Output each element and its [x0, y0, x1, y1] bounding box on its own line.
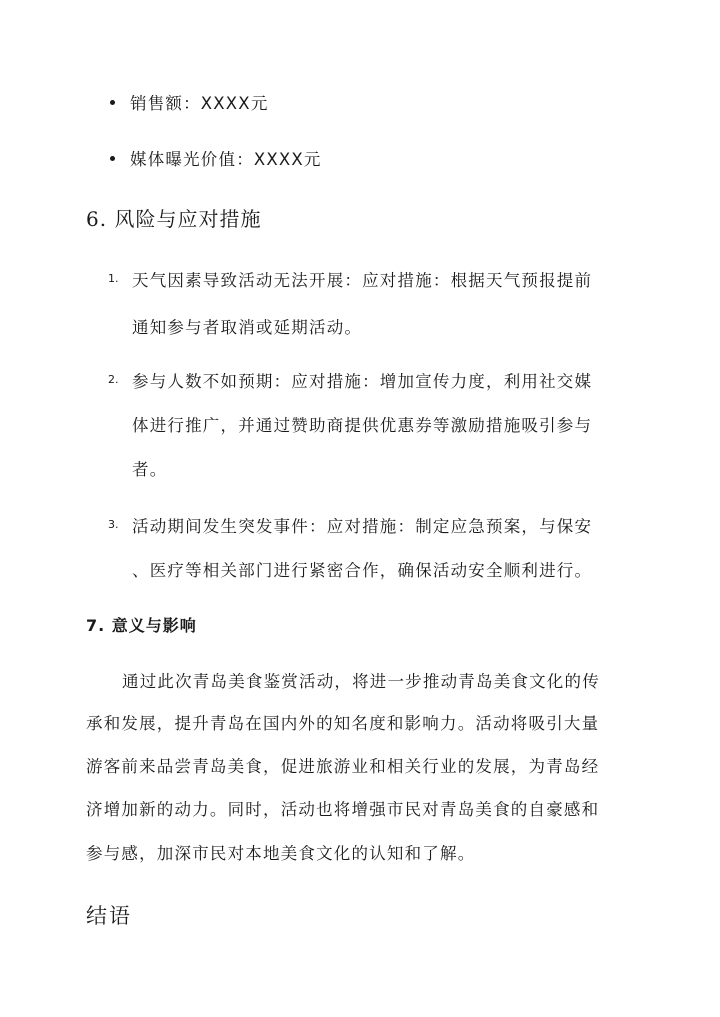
bullet-dot	[110, 100, 115, 105]
list-item-line: 者。	[132, 460, 168, 479]
list-item-line: 参与人数不如预期：应对措施：增加宣传力度，利用社交媒	[132, 372, 593, 391]
bullet-dot	[110, 156, 115, 161]
list-item-line: 活动期间发生突发事件：应对措施：制定应急预案，与保安	[132, 517, 593, 536]
paragraph-line: 济增加新的动力。同时，活动也将增强市民对青岛美食的自豪感和	[86, 800, 600, 819]
paragraph-line: 承和发展，提升青岛在国内外的知名度和影响力。活动将吸引大量	[86, 714, 600, 733]
bullet-item: 媒体曝光价值：XXXX元	[130, 150, 322, 169]
section-heading: 7. 意义与影响	[86, 616, 197, 635]
bullet-item: 销售额：XXXX元	[130, 94, 269, 113]
list-item-line: 天气因素导致活动无法开展：应对措施：根据天气预报提前	[132, 271, 593, 290]
list-item-line: 通知参与者取消或延期活动。	[132, 318, 363, 337]
paragraph-line: 通过此次青岛美食鉴赏活动，将进一步推动青岛美食文化的传	[122, 672, 600, 691]
list-number: 1.	[108, 272, 119, 285]
list-item-line: 、医疗等相关部门进行紧密合作，确保活动安全顺利进行。	[132, 561, 593, 580]
section-heading: 6. 风险与应对措施	[86, 207, 262, 231]
list-item-line: 体进行推广，并通过赞助商提供优惠券等激励措施吸引参与	[132, 416, 593, 435]
list-number: 2.	[108, 373, 119, 386]
paragraph-line: 游客前来品尝青岛美食，促进旅游业和相关行业的发展，为青岛经	[86, 757, 600, 776]
paragraph-line: 参与感，加深市民对本地美食文化的认知和了解。	[86, 844, 476, 863]
closing-heading: 结语	[86, 904, 132, 928]
list-number: 3.	[108, 518, 119, 531]
